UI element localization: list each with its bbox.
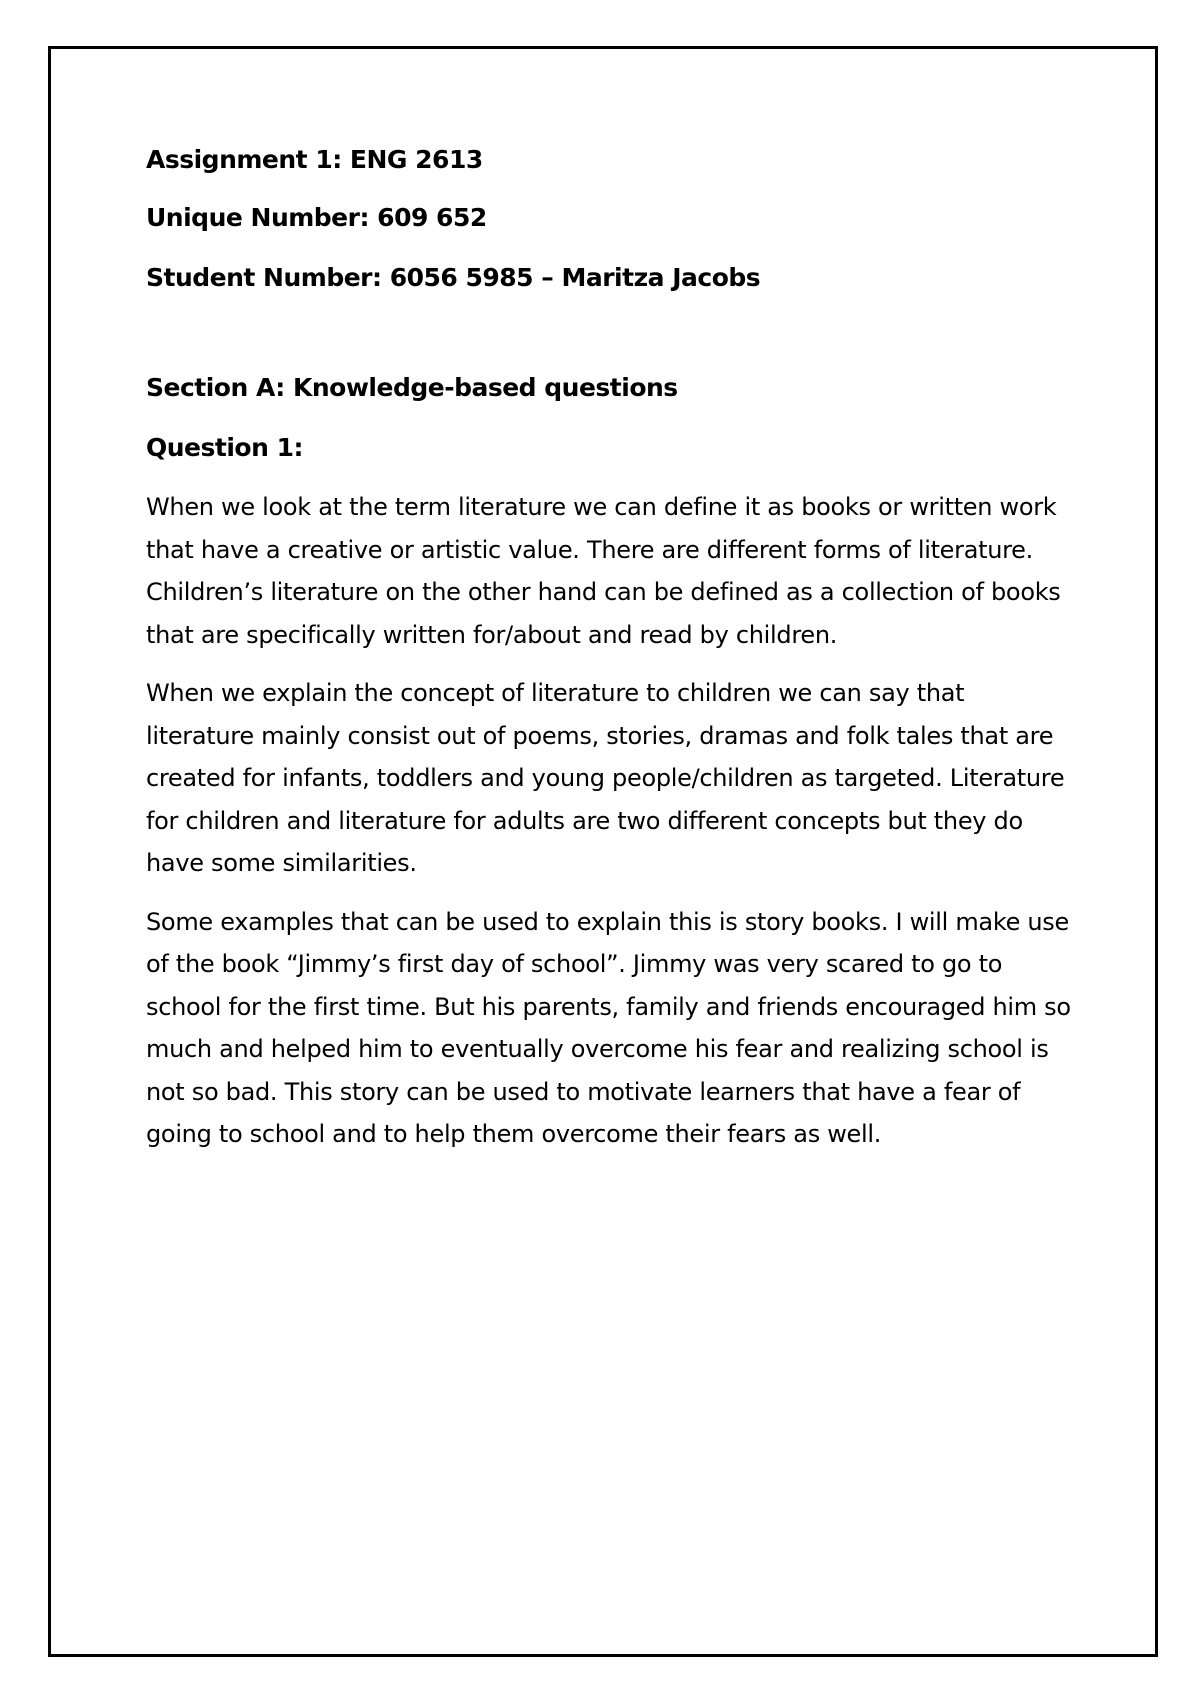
- paragraph-examples: Some examples that can be used to explain this is story books. I will make use of the book “Jimmy’s first day of school”. Jimmy was very scared to go to school for the first time. But his parents, family and friends encouraged him so much and helped him to eventually overcome his fear and realizing school is not so bad. This story can be used to motivate learners that have a fear of going to school and to help them overcome their fears as well.: [146, 907, 1071, 1148]
- student-number: Student Number: 6056 5985 – Maritza Jacobs: [146, 263, 761, 292]
- document-body: [146, 144, 1076, 1172]
- question-heading: Question 1:: [146, 433, 303, 462]
- assignment-title: Assignment 1: ENG 2613: [146, 145, 483, 174]
- paragraph-definition: When we look at the term literature we can define it as books or written work that have a creative or artistic value. There are different forms of literature. Children’s literature on the other hand can be defined as a collection of books that are specifically written for/about and read by children.: [146, 493, 1061, 649]
- paragraph-explanation: When we explain the concept of literature to children we can say that literature mainly consist out of poems, stories, dramas and folk tales that are created for infants, toddlers and young people/children as targeted. Literature for children and literature for adults are two different concepts but they do have some similarities.: [146, 679, 1065, 877]
- unique-number: Unique Number: 609 652: [146, 203, 487, 232]
- section-heading: Section A: Knowledge-based questions: [146, 373, 678, 402]
